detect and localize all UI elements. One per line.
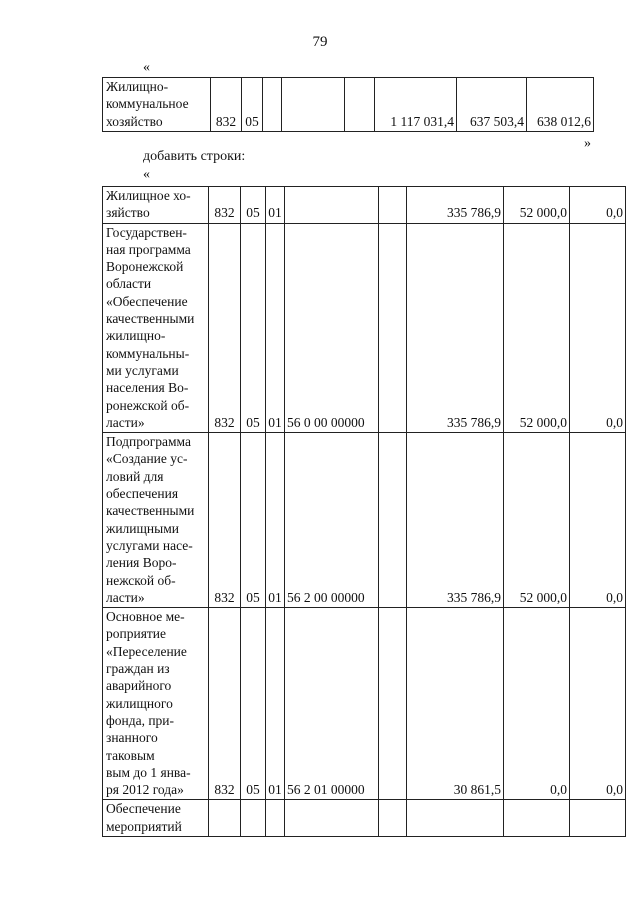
- row-name-line: ления Воро-: [106, 555, 177, 571]
- row-name-line: Жилищно-: [106, 79, 169, 94]
- section-code-cell: 05: [241, 433, 266, 608]
- target-article-cell: 56 2 00 00000: [285, 433, 379, 608]
- amount-year-3-cell: 638 012,6: [527, 78, 594, 132]
- row-name-line: Воронежской: [106, 259, 184, 275]
- row-name-line: Основное ме-: [106, 609, 185, 625]
- amount-year-1-cell: 30 861,5: [407, 608, 504, 800]
- subsection-code-cell: 01: [266, 433, 285, 608]
- row-name-line: Жилищное хо-: [106, 188, 191, 203]
- expense-type-cell: [345, 78, 375, 132]
- row-name-line: Подпрограмма: [106, 434, 191, 450]
- subsection-code-cell: [266, 800, 285, 837]
- row-name-line: ми услугами: [106, 362, 179, 378]
- row-name-line: жилищного: [106, 695, 173, 711]
- amount-year-1-cell: 1 117 031,4: [375, 78, 457, 132]
- row-name-line: нежской об-: [106, 572, 176, 588]
- admin-code-cell: 832: [211, 78, 242, 132]
- subsection-code-cell: [263, 78, 282, 132]
- amount-year-1-cell: 335 786,9: [407, 223, 504, 433]
- opening-quote-mark: «: [143, 60, 150, 75]
- row-name-line: аварийного: [106, 678, 172, 694]
- expense-type-cell: [379, 187, 407, 224]
- row-name-cell: [103, 187, 209, 224]
- row-name-line: качественными: [106, 311, 195, 327]
- amount-year-3-cell: 0,0: [570, 187, 626, 224]
- row-name-cell: [103, 800, 209, 837]
- amount-year-3-cell: 0,0: [570, 608, 626, 800]
- row-name-cell: [103, 78, 211, 132]
- section-code-cell: 05: [241, 223, 266, 433]
- row-name-line: обеспечения: [106, 486, 179, 502]
- amount-year-2-cell: 52 000,0: [504, 433, 570, 608]
- amount-year-3-cell: 0,0: [570, 433, 626, 608]
- target-article-cell: [285, 800, 379, 837]
- target-article-cell: 56 2 01 00000: [285, 608, 379, 800]
- row-name-line: ласти»: [106, 589, 145, 605]
- row-name-line: ря 2012 года»: [106, 782, 184, 798]
- section-code-cell: 05: [242, 78, 263, 132]
- admin-code-cell: 832: [209, 608, 241, 800]
- page-number: 79: [312, 34, 328, 50]
- row-name-line: «Обеспечение: [106, 293, 188, 309]
- subsection-code-cell: 01: [266, 608, 285, 800]
- row-name-line: знанного таковым: [106, 730, 158, 763]
- subsection-code-cell: 01: [266, 187, 285, 224]
- amount-year-2-cell: 0,0: [504, 608, 570, 800]
- budget-table-main: [102, 77, 594, 132]
- amount-year-3-cell: 0,0: [570, 223, 626, 433]
- section-code-cell: 05: [241, 187, 266, 224]
- amount-year-1-cell: 335 786,9: [407, 433, 504, 608]
- row-name-line: области: [106, 276, 152, 292]
- target-article-cell: [282, 78, 345, 132]
- row-name-line: Государствен-: [106, 224, 187, 240]
- admin-code-cell: 832: [209, 433, 241, 608]
- table-row: [103, 608, 626, 800]
- row-name-line: хозяйство: [106, 113, 163, 129]
- row-name-line: ронежской об-: [106, 397, 190, 413]
- table-row: [103, 78, 594, 132]
- section-code-cell: 05: [241, 608, 266, 800]
- target-article-cell: [285, 187, 379, 224]
- admin-code-cell: 832: [209, 187, 241, 224]
- admin-code-cell: [209, 800, 241, 837]
- table-row: [103, 223, 626, 433]
- budget-table-added-rows: [102, 186, 626, 837]
- opening-quote-mark-2: «: [143, 167, 150, 182]
- amount-year-2-cell: [504, 800, 570, 837]
- row-name-line: Обеспечение: [106, 801, 181, 817]
- row-name-line: коммунальное: [106, 96, 189, 112]
- row-name-line: фонда, при-: [106, 712, 175, 728]
- amount-year-2-cell: 52 000,0: [504, 223, 570, 433]
- target-article-cell: 56 0 00 00000: [285, 223, 379, 433]
- table-row: [103, 800, 626, 837]
- row-name-line: роприятие: [106, 626, 167, 642]
- subsection-code-cell: 01: [266, 223, 285, 433]
- row-name-line: населения Во-: [106, 380, 189, 396]
- amount-year-1-cell: 335 786,9: [407, 187, 504, 224]
- row-name-line: жилищными: [106, 520, 179, 536]
- amount-year-1-cell: [407, 800, 504, 837]
- expense-type-cell: [379, 608, 407, 800]
- expense-type-cell: [379, 433, 407, 608]
- expense-type-cell: [379, 223, 407, 433]
- closing-quote-mark: »: [584, 136, 591, 151]
- table-row: [103, 433, 626, 608]
- row-name-cell: [103, 223, 209, 433]
- row-name-line: услугами насе-: [106, 537, 193, 553]
- row-name-line: ласти»: [106, 414, 145, 430]
- row-name-cell: [103, 608, 209, 800]
- row-name-line: зяйство: [106, 205, 150, 221]
- amount-year-3-cell: [570, 800, 626, 837]
- table-row: [103, 187, 626, 224]
- section-code-cell: [241, 800, 266, 837]
- row-name-line: ная программа: [106, 241, 191, 257]
- row-name-line: мероприятий: [106, 818, 182, 834]
- row-name-line: жилищно-: [106, 328, 166, 344]
- expense-type-cell: [379, 800, 407, 837]
- add-rows-caption: добавить строки:: [143, 149, 246, 164]
- row-name-line: коммунальны-: [106, 345, 190, 361]
- row-name-line: «Создание ус-: [106, 451, 188, 467]
- row-name-line: граждан из: [106, 661, 170, 677]
- row-name-line: «Переселение: [106, 643, 187, 659]
- row-name-cell: [103, 433, 209, 608]
- row-name-line: ловий для: [106, 468, 164, 484]
- amount-year-2-cell: 637 503,4: [457, 78, 527, 132]
- admin-code-cell: 832: [209, 223, 241, 433]
- row-name-line: качественными: [106, 503, 195, 519]
- amount-year-2-cell: 52 000,0: [504, 187, 570, 224]
- row-name-line: вым до 1 янва-: [106, 764, 191, 780]
